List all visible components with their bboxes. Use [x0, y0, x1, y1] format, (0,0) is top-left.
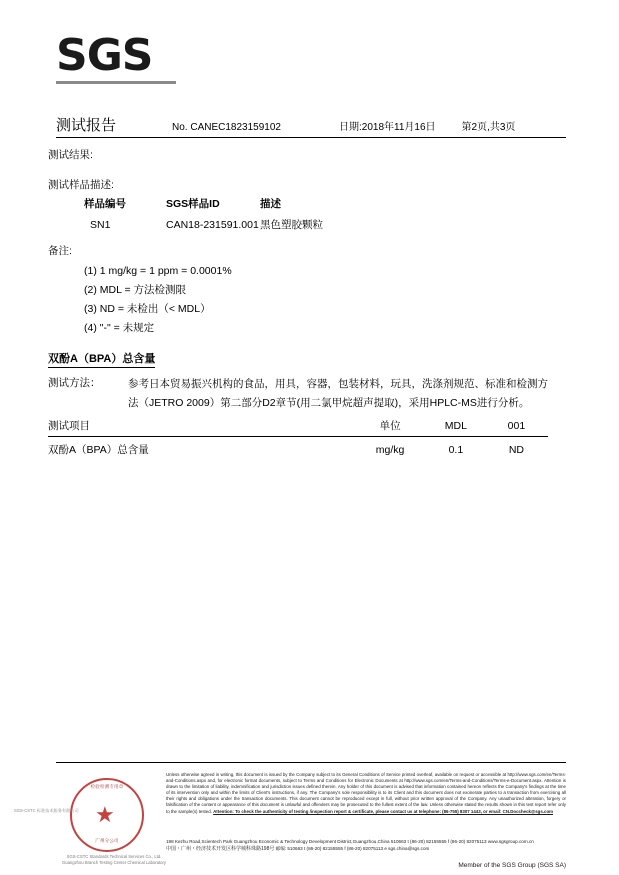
column-header-unit: 单位 [353, 418, 427, 437]
cell-sgs-id: CAN18-231591.001 [166, 218, 259, 231]
stamp-side-text: SGS-CSTC 标准技术服务有限公司 [14, 808, 79, 813]
column-header-sample-001: 001 [485, 418, 548, 437]
cell-mdl: 0.1 [448, 443, 464, 456]
list-item: (2) MDL = 方法检测限 [84, 284, 186, 296]
address-chinese [166, 845, 566, 853]
footer-legal-text [166, 772, 566, 815]
page-title: 测试报告 [56, 117, 117, 134]
cell-test-item: 双酚A（BPA）总含量 [48, 444, 149, 456]
cell-description: 黑色塑胶颗粒 [260, 219, 323, 231]
cell-sample-no: SN1 [90, 218, 111, 231]
notes-list [84, 262, 232, 338]
stamp-label-line1: SGS-CSTC Standards Technical Services Co., Ltd. [66, 854, 162, 859]
column-header-sample-no: 样品编号 [84, 198, 126, 210]
title-meta [172, 118, 566, 133]
table-row [84, 217, 380, 232]
address-english: 198 Kezhu Road,Scientech Park Guangzhou Economic & Technology Development District,Guangzhou,China 510663 t (86-20) 82155555 f (86-20) 82075113 www.sgsgroup.com.cn [166, 839, 534, 844]
method-text: 参考日本贸易振兴机构的食品，用具，容器，包装材料，玩具，洗涤剂规范、标准和检测方法（JETRO 2009）第二部分D2章节(用二氯甲烷超声提取)，采用HPLC-MS进行分析。 [128, 378, 548, 409]
column-header-description: 描述 [260, 198, 281, 210]
cell-unit: mg/kg [375, 443, 405, 456]
sample-description-label: 测试样品描述: [48, 179, 114, 191]
column-header-mdl: MDL [427, 418, 485, 437]
list-item: (4) "-" = 未规定 [84, 322, 155, 334]
stamp-arc-top-text: 检验检测专用章 [90, 784, 124, 789]
column-header-test-item: 测试项目 [48, 418, 353, 437]
table-row [48, 437, 548, 458]
logo-underline [56, 81, 176, 84]
cell-result-001: ND [508, 443, 524, 456]
column-header-sgs-id: SGS样品ID [166, 198, 220, 210]
footer-address [166, 838, 566, 853]
footer-divider [56, 762, 566, 763]
list-item: (3) ND = 未检出（< MDL） [84, 303, 211, 315]
notes-label: 备注: [48, 245, 72, 257]
stamp-label-line2: Guangzhou Branch Testing Center Chemical Laboratory [62, 860, 166, 865]
stamp-arc-bottom-text: 广州分公司 [95, 838, 119, 843]
report-date: 日期:2018年11月16日 [338, 122, 436, 133]
company-stamp: 检验检测专用章 ★ 广州分公司 SGS-CSTC 标准技术服务有限公司 SGS-CSTC Standards Technical Services Co., Ltd. Guangzhou Branch Testing Center Chemical Laboratory [62, 778, 166, 856]
address-chinese-contact: 邮编: 510663 t (86-20) 82155555 f (86-20) 82075113 e sgs.china@sgs.com [275, 846, 430, 851]
member-line: Member of the SGS Group (SGS SA) [458, 862, 566, 869]
page-indicator: 第2页,共3页 [461, 122, 516, 133]
address-chinese-main: 中国・广州・经济技术开发区科学城科珠路198号 [166, 846, 275, 852]
sample-table [84, 196, 380, 232]
header-divider [56, 137, 566, 138]
list-item: (1) 1 mg/kg = 1 ppm = 0.0001% [84, 265, 232, 277]
result-table [48, 418, 548, 457]
legal-paragraph: Unless otherwise agreed in writing, this document is issued by the Company subject to its General Conditions of Service printed overleaf, available on request or accessible at http://www.sgs.com/en/Terms-and-Conditions.aspx and, for electronic format documents, subject to Terms and Conditions for Electronic Documents at http://www.sgs.com/en/Terms-and-Conditions/Terms-e-Document.aspx. Attention is drawn to the limitation of liability, indemnification and jurisdiction issues defined therein. Any holder of this document is advised that information contained hereon reflects the Company's findings at the time of its intervention only and within the limits of Client's instructions, if any. The Company's sole responsibility is to its Client and this document does not exonerate parties to a transaction from exercising all their rights and obligations under the transaction documents. This document cannot be reproduced except in full, without prior written approval of the Company. Any unauthorized alteration, forgery or falsification of the content or appearance of this document is unlawful and offenders may be prosecuted to the fullest extent of the law. Unless otherwise stated the results shown in this test report refer only to the sample(s) tested. [166, 772, 566, 814]
legal-attention: Attention: To check the authenticity of testing /inspection report & certificate, please contact us at telephone: (86-755) 8307 1443, or email: CN.Doccheck@sgs.com [213, 808, 554, 814]
results-label: 测试结果: [48, 149, 93, 161]
table-header-row [48, 418, 548, 437]
table-header-row [84, 196, 380, 217]
report-number: No. CANEC1823159102 [172, 122, 281, 133]
sgs-logo [56, 30, 176, 84]
title-row [56, 114, 566, 135]
section-title: 双酚A（BPA）总含量 [48, 350, 155, 368]
method-label: 测试方法： [48, 377, 101, 389]
logo-text: SGS [56, 30, 153, 81]
